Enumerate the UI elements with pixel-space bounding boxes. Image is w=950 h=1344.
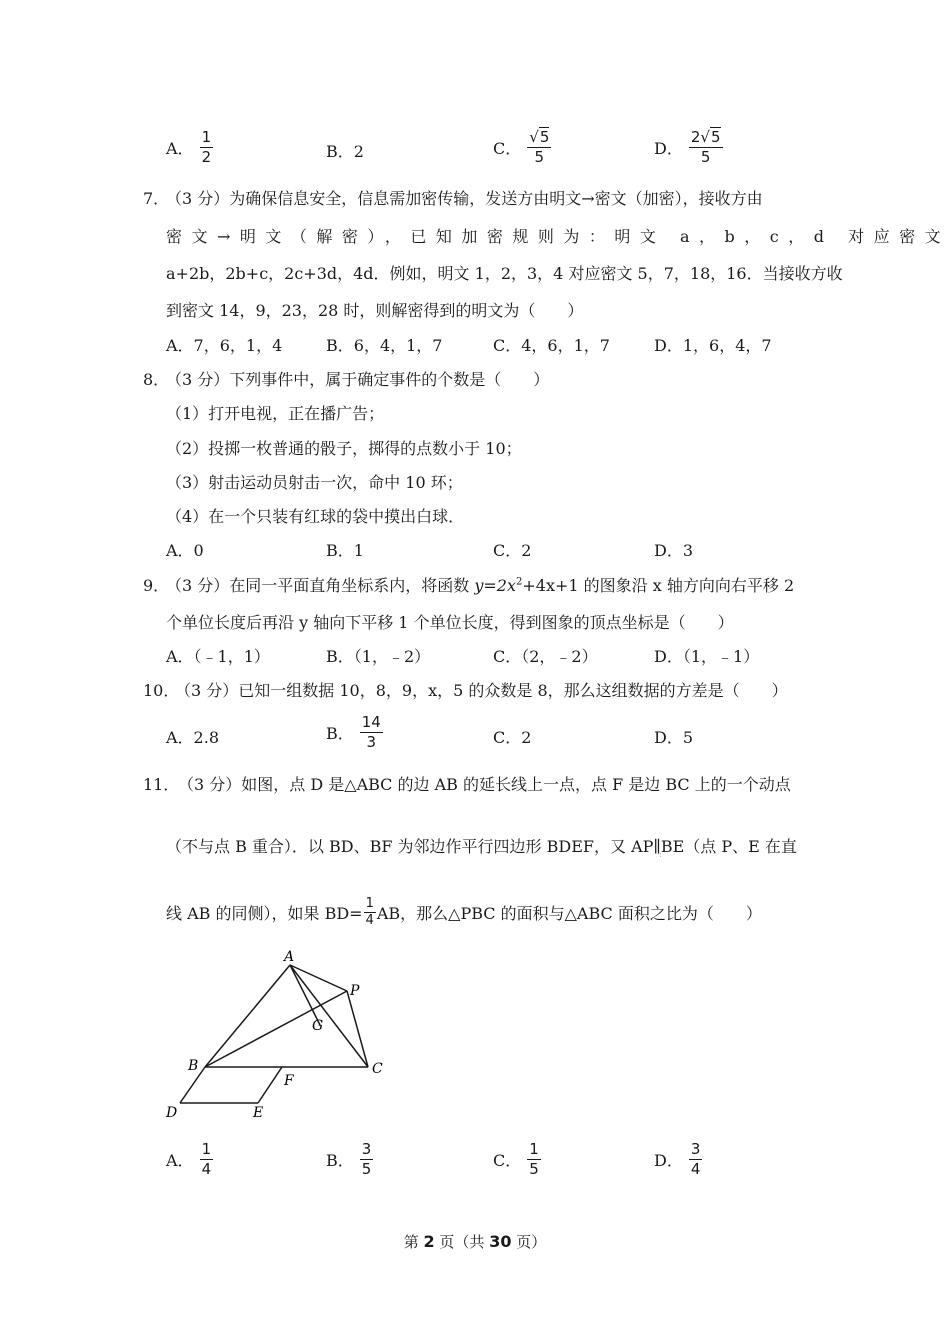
denominator: 2 [201, 148, 212, 166]
q8-option-a: A．0 [166, 541, 204, 560]
denominator: 5 [361, 1160, 372, 1178]
q6-option-d [654, 128, 723, 167]
q8-option-b: B．1 [326, 541, 364, 560]
q11-option-b [326, 1140, 373, 1179]
q9-line-1-end: +4x+1 的图象沿 x 轴方向向右平移 2 [522, 576, 795, 595]
q7-option-b: B．6，4，1，7 [326, 336, 443, 355]
numerator: 14 [361, 713, 381, 731]
q11-line-2-end: BE（点 P、E 在直 [660, 837, 797, 856]
q11-option-b-label: B． [326, 1151, 354, 1170]
q11-line-2-start: （不与点 B 重合）．以 BD、BF 为邻边作平行四边形 BDEF，又 AP [166, 837, 654, 856]
q11-line-3 [166, 896, 762, 929]
q11-line-2 [166, 834, 797, 857]
q9-number: 9． [143, 576, 170, 595]
q11-line-3-start: 线 AB 的同侧），如果 BD= [166, 904, 363, 923]
q8-stem: （3 分）下列事件中，属于确定事件的个数是（ ） [166, 370, 550, 389]
q11-option-d-fraction [689, 1140, 703, 1179]
footer-middle: 页（共 [434, 1233, 490, 1251]
q7-line-1: （3 分）为确保信息安全，信息需加密传输，发送方由明文→密文（加密），接收方由 [166, 189, 763, 208]
label-a: A [284, 949, 295, 965]
numerator: 1 [201, 128, 212, 146]
denominator: 5 [529, 1160, 539, 1178]
q11-line-1: （3 分）如图，点 D 是△ABC 的边 AB 的延长线上一点，点 F 是边 BC 上的一个动点 [178, 775, 791, 794]
q8-option-c: C．2 [493, 541, 532, 560]
numerator: 3 [361, 1140, 372, 1158]
footer-suffix: 页） [511, 1233, 547, 1251]
q11-option-c-label: C． [493, 1151, 522, 1170]
total-page-count: 30 [489, 1232, 512, 1251]
label-b: B [188, 1058, 199, 1074]
q11-option-c-fraction [527, 1140, 541, 1179]
q11-fraction [364, 896, 376, 929]
q6-option-c-fraction [527, 128, 551, 167]
q8-number: 8． [143, 370, 170, 389]
q7-option-d: D．1，6，4，7 [654, 336, 772, 355]
q7-line-3: a+2b，2b+c，2c+3d，4d．例如，明文 1，2，3，4 对应密文 5，7，18，16．当接收方收 [166, 264, 843, 283]
segment-ef [258, 1067, 282, 1103]
q7-option-c: C．4，6，1，7 [493, 336, 610, 355]
q9-option-c: C．（2，﹣2） [493, 647, 598, 666]
radicand: 5 [710, 128, 721, 146]
label-d: D [166, 1105, 178, 1121]
q10-number: 10． [143, 681, 180, 700]
q9-line-1-start: （3 分）在同一平面直角坐标系内，将函数 [166, 576, 475, 595]
q8-option-d: D．3 [654, 541, 694, 560]
segment-pc [347, 991, 368, 1067]
q11-option-d [654, 1140, 702, 1179]
numerator: 3 [690, 1140, 701, 1158]
denominator: 4 [201, 1160, 212, 1178]
q9-line-1 [166, 573, 794, 596]
footer-prefix: 第 [403, 1233, 424, 1251]
q9-exponent: 2 [516, 576, 523, 588]
q10-stem: （3 分）已知一组数据 10，8，9，x，5 的众数是 8，那么这组数据的方差是（ ） [175, 681, 788, 700]
q11-option-c [493, 1140, 541, 1179]
q6-option-b [326, 139, 364, 162]
q6-option-a-label: A． [166, 139, 194, 158]
q8-item-3: （3）射击运动员射击一次，命中 10 环； [166, 473, 463, 492]
denominator: 3 [366, 733, 377, 751]
q6-option-c [493, 128, 551, 167]
q10-option-b-fraction [360, 713, 383, 752]
coefficient: 2 [690, 128, 701, 146]
q10-option-b-label: B． [326, 724, 354, 743]
radical-sign: √ [700, 128, 710, 146]
q8-item-1: （1）打开电视，正在播广告； [166, 404, 385, 423]
numerator: 1 [201, 1140, 212, 1158]
numerator [689, 128, 723, 148]
label-c: C [372, 1061, 383, 1077]
q11-option-a-fraction [200, 1140, 214, 1179]
q6-option-a [166, 128, 213, 167]
q11-option-a [166, 1140, 213, 1179]
q10-option-a: A．2.8 [166, 728, 220, 747]
q7-number: 7． [143, 189, 170, 208]
q11-option-a-label: A． [166, 1151, 194, 1170]
q7-option-a: A．7，6，1，4 [166, 336, 283, 355]
radical-sign: √ [529, 128, 539, 146]
q6-option-a-fraction [200, 128, 214, 167]
segment-bp [205, 991, 347, 1067]
label-p: P [350, 983, 360, 999]
segment-ap [290, 965, 347, 991]
q11-line-3-end: AB，那么△PBC 的面积与△ABC 面积之比为（ ） [376, 904, 762, 923]
q10-option-d: D．5 [654, 728, 694, 747]
q7-line-4: 到密文 14，9，23，28 时，则解密得到的明文为（ ） [166, 301, 584, 320]
q10-option-b [326, 713, 383, 752]
q9-option-b: B．（1，﹣2） [326, 647, 431, 666]
label-f: F [284, 1073, 294, 1089]
q6-option-b-label: B．2 [326, 142, 364, 161]
numerator: 1 [365, 896, 374, 911]
q10-option-c: C．2 [493, 728, 532, 747]
q8-item-2: （2）投掷一枚普通的骰子，掷得的点数小于 10； [166, 439, 522, 458]
label-g: G [312, 1018, 324, 1034]
q6-option-c-label: C． [493, 139, 522, 158]
denominator: 4 [690, 1160, 701, 1178]
parallel-equal-symbol: ∥ [653, 837, 661, 856]
q11-option-b-fraction [360, 1140, 374, 1179]
q11-geometry-figure [160, 945, 400, 1125]
q11-number: 11． [143, 775, 180, 794]
q6-option-d-fraction [689, 128, 723, 167]
segment-ab [205, 965, 290, 1067]
numerator: 1 [529, 1140, 539, 1158]
q9-line-2: 个单位长度后再沿 y 轴向下平移 1 个单位长度，得到图象的顶点坐标是（ ） [166, 613, 734, 632]
q9-function: y=2x [474, 576, 517, 595]
denominator: 4 [365, 913, 374, 928]
q8-item-4: （4）在一个只装有红球的袋中摸出白球． [166, 507, 465, 526]
numerator [527, 128, 551, 148]
radicand: 5 [539, 128, 550, 146]
q7-line-2: 密文→明文（解密），已知加密规则为：明文 a，b，c，d 对应密文 [166, 227, 950, 246]
q6-option-d-label: D． [654, 139, 683, 158]
q9-option-a: A．（﹣1，1） [166, 647, 270, 666]
label-e: E [253, 1105, 264, 1121]
denominator: 5 [534, 148, 545, 166]
current-page-number: 2 [423, 1232, 435, 1251]
segment-ap-to-c [290, 965, 320, 1025]
q11-option-d-label: D． [654, 1151, 683, 1170]
denominator: 5 [700, 148, 711, 166]
page-footer [0, 1231, 950, 1252]
q9-option-d: D．（1，﹣1） [654, 647, 760, 666]
